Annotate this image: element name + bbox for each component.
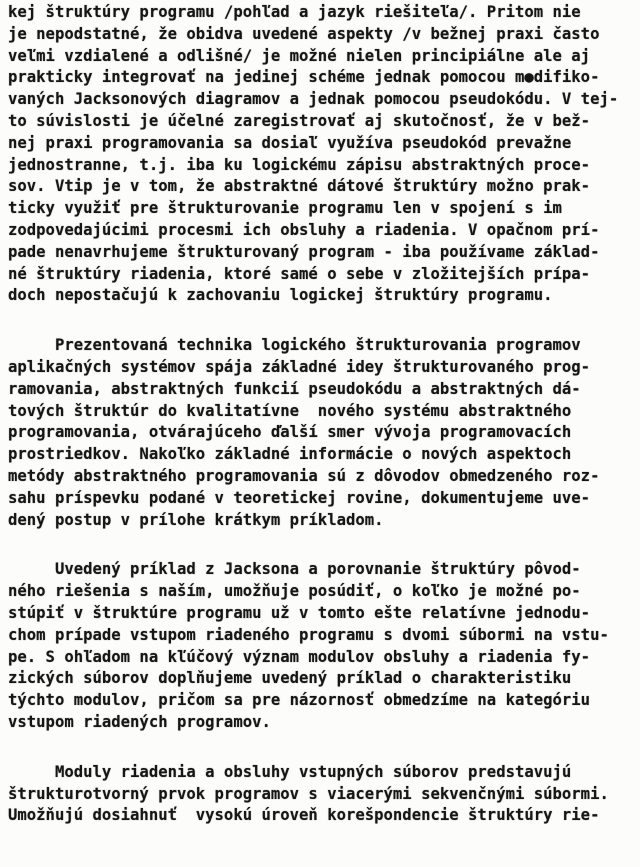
text-line: to súvislosti je účelné zaregistrovať aj skutočnosť, že v bež-	[8, 111, 591, 130]
text-line: tových štruktúr do kvalitatívne nového systému abstraktného	[8, 401, 572, 420]
paragraph	[8, 335, 636, 531]
text-line: ticky využiť pre štrukturovanie programu len v spojení s im	[8, 199, 562, 218]
text-line: aplikačných systémov spája základné idey štrukturovaného prog-	[8, 357, 591, 376]
text-line: ramovania, abstraktných funkcií pseudokódu a abstraktných dá-	[8, 379, 581, 398]
text-line: sahu príspevku podané v teoretickej rovine, dokumentujeme uve-	[8, 488, 591, 507]
text-line: je nepodstatné, že obidva uvedené aspekty /v bežnej praxi často	[8, 24, 600, 43]
text-line: Moduly riadenia a obsluhy vstupných súborov predstavujú	[8, 762, 572, 781]
text-line: sov. Vtip je v tom, že abstraktné dátové štruktúry možno prak-	[8, 177, 591, 196]
text-line: štrukturotvorný prvok programov s viacerými sekvenčnými súbormi.	[8, 784, 609, 803]
text-line: zických súborov doplňujeme uvedený príklad o charakteristiku	[8, 669, 572, 688]
text-line: jednostranne, t.j. iba ku logickému zápisu abstraktných proce-	[8, 155, 591, 174]
text-line: metódy abstraktného programovania sú z dôvodov obmedzeného roz-	[8, 466, 600, 485]
text-line: vstupom riadených programov.	[8, 712, 271, 731]
text-line: pe. S ohľadom na kľúčový význam modulov obsluhy a riadenia fy-	[8, 647, 591, 666]
document-text	[8, 2, 636, 827]
text-line: né štruktúry riadenia, ktoré samé o sebe v zložitejších prípa-	[8, 264, 591, 283]
text-line: Prezentovaná technika logického štrukturovania programov	[8, 336, 581, 355]
text-line: ného riešenia s naším, umožňuje posúdiť, o koľko je možné po-	[8, 582, 581, 601]
text-line: programovania, otvárajúceho ďalší smer vývoja programovacích	[8, 423, 572, 442]
text-line: týchto modulov, pričom sa pre názornosť obmedzíme na kategóriu	[8, 691, 591, 710]
paragraph	[8, 559, 636, 733]
text-line: Umožňujú dosiahnuť vysokú úroveň korešpondencie štruktúry rie-	[8, 806, 600, 825]
text-line: vaných Jacksonových diagramov a jednak pomocou pseudokódu. V tej-	[8, 90, 619, 109]
paragraph	[8, 762, 636, 827]
text-line: nej praxi programovania sa dosiaľ využíva pseudokód prevažne	[8, 133, 572, 152]
text-line: doch nepostačujú k zachovaniu logickej štruktúry programu.	[8, 286, 553, 305]
text-line: zodpovedajúcimi procesmi ich obsluhy a riadenia. V opačnom prí-	[8, 220, 600, 239]
paragraph	[8, 2, 636, 307]
text-line: prostriedkov. Nakoľko základné informácie o nových aspektoch	[8, 445, 572, 464]
text-line: pade nenavrhujeme štrukturovaný program - iba používame základ-	[8, 242, 600, 261]
text-line: Uvedený príklad z Jacksona a porovnanie štruktúry pôvod-	[8, 560, 581, 579]
text-line: prakticky integrovať na jedinej schéme jednak pomocou m●difiko-	[8, 68, 600, 87]
text-line: kej štruktúry programu /pohľad a jazyk riešiteľa/. Pritom nie	[8, 3, 581, 21]
text-line: stúpiť v štruktúre programu už v tomto ešte relatívne jednodu-	[8, 603, 591, 622]
text-line: chom prípade vstupom riadeného programu s dvomi súbormi na vstu-	[8, 625, 609, 644]
text-line: veľmi vzdialené a odlišné/ je možné nielen principiálne ale aj	[8, 46, 591, 65]
text-line: dený postup v prílohe krátkym príkladom.	[8, 510, 384, 529]
